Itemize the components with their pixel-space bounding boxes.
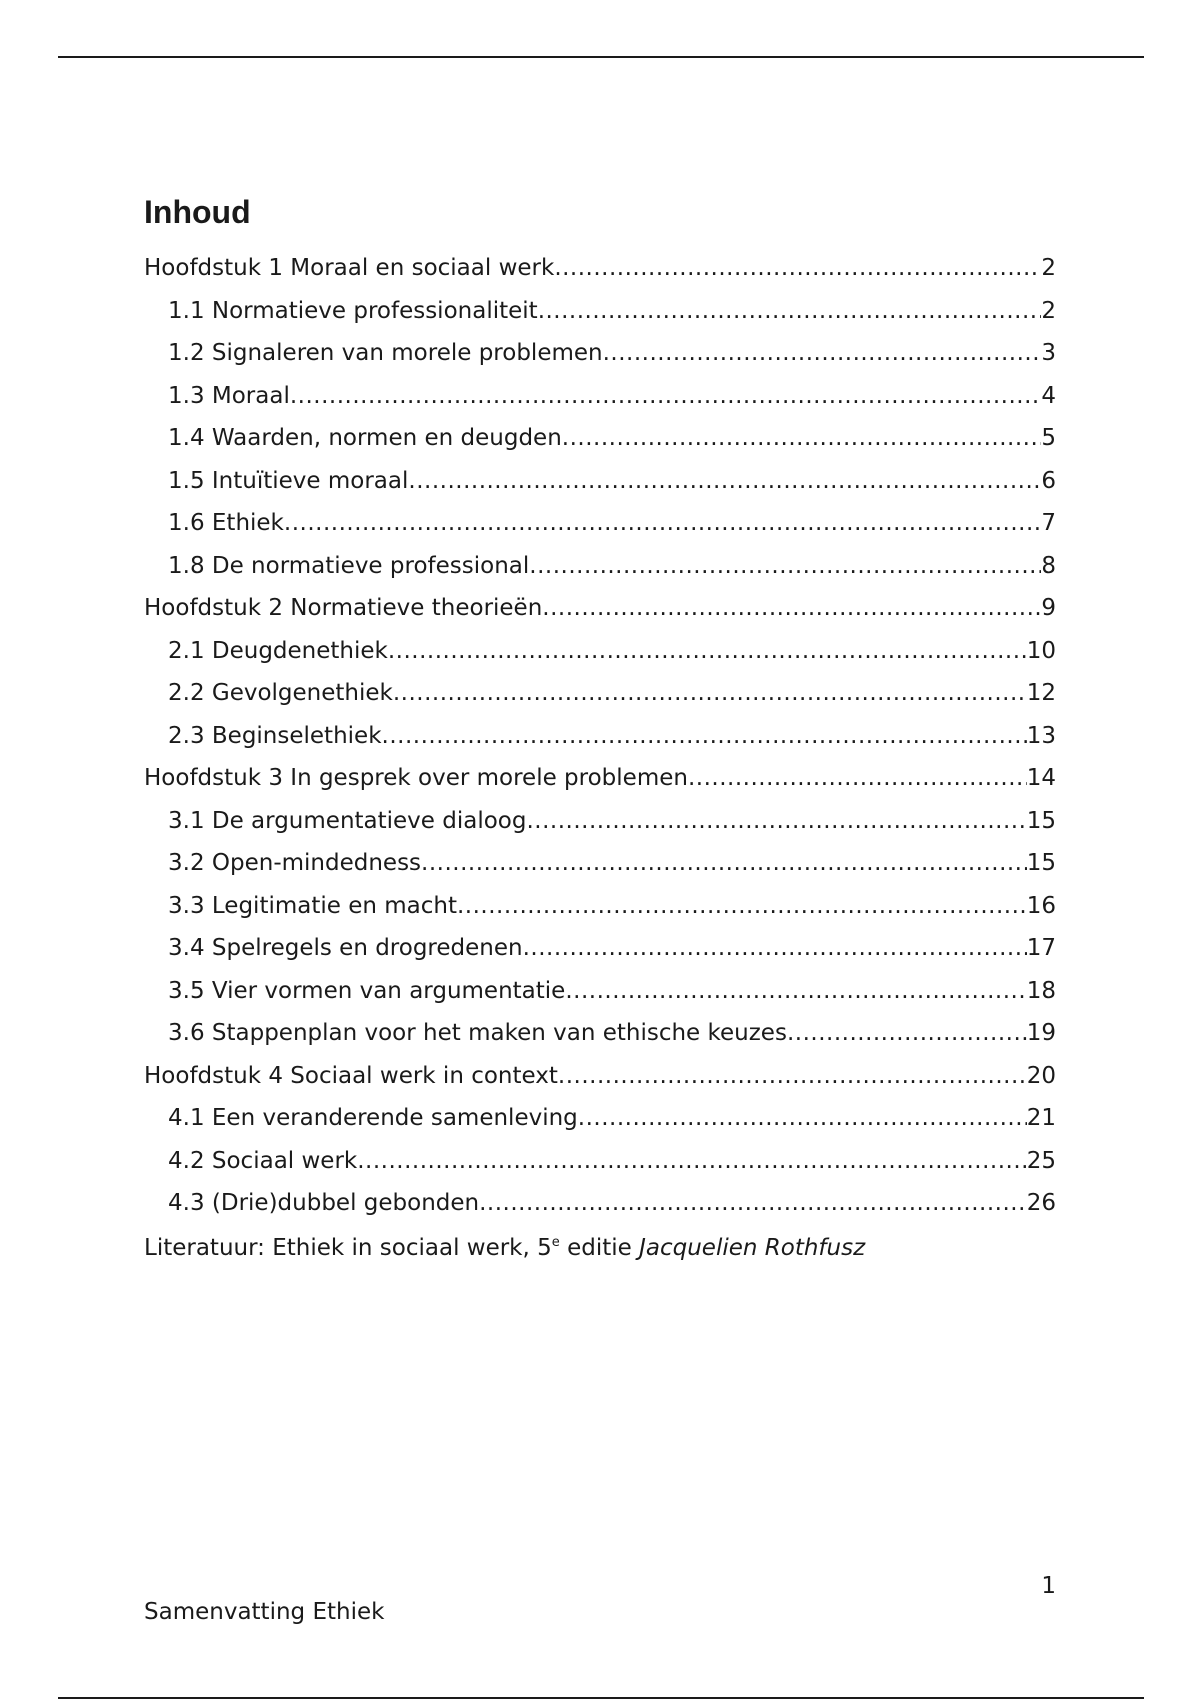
toc-entry-page: 16 xyxy=(1026,892,1056,919)
toc-entry-page: 9 xyxy=(1041,595,1056,621)
toc-dot-leader xyxy=(529,550,1041,582)
toc-entry-label: 4.3 (Drie)dubbel gebonden xyxy=(168,1190,480,1216)
toc-dot-leader xyxy=(562,422,1042,454)
toc-chapter-entry[interactable] xyxy=(144,252,1056,295)
toc-entry-label: 3.4 Spelregels en drogredenen xyxy=(168,935,523,961)
toc-entry-label: 1.1 Normatieve professionaliteit xyxy=(168,297,538,324)
toc-section-entry[interactable] xyxy=(144,720,1056,763)
toc-entry-page: 13 xyxy=(1026,722,1056,749)
toc-entry-label: 3.6 Stappenplan voor het maken van ethische keuzes xyxy=(168,1020,787,1046)
toc-entry-page: 10 xyxy=(1026,637,1056,664)
toc-entry-label: 1.6 Ethiek xyxy=(168,510,284,536)
toc-section-entry[interactable] xyxy=(144,1187,1056,1230)
toc-dot-leader xyxy=(388,635,1027,667)
toc-entry-label: 2.2 Gevolgenethiek xyxy=(168,680,393,706)
toc-entry-page: 18 xyxy=(1026,977,1056,1004)
toc-entry-page: 19 xyxy=(1026,1020,1056,1046)
toc-entry-label: Hoofdstuk 3 In gesprek over morele problemen xyxy=(144,765,688,791)
toc-entry-label: 4.2 Sociaal werk xyxy=(168,1147,358,1174)
toc-entry-label: Hoofdstuk 1 Moraal en sociaal werk xyxy=(144,255,555,281)
edition-superscript: e xyxy=(551,1235,560,1250)
toc-entry-label: 2.1 Deugdenethiek xyxy=(168,637,388,664)
toc-section-entry[interactable] xyxy=(144,380,1056,423)
toc-chapter-entry[interactable] xyxy=(144,762,1056,805)
toc-dot-leader xyxy=(421,847,1027,879)
toc-dot-leader xyxy=(542,592,1041,624)
toc-section-entry[interactable] xyxy=(144,975,1056,1018)
toc-dot-leader xyxy=(578,1102,1027,1134)
toc-dot-leader xyxy=(408,465,1041,497)
toc-section-entry[interactable] xyxy=(144,677,1056,720)
toc-entry-page: 14 xyxy=(1026,765,1056,791)
toc-entry-page: 2 xyxy=(1041,255,1056,281)
toc-entry-page: 20 xyxy=(1026,1062,1056,1089)
header-rule xyxy=(58,56,1144,58)
toc-dot-leader xyxy=(603,337,1042,369)
toc-entry-page: 4 xyxy=(1041,382,1056,409)
toc-chapter-entry[interactable] xyxy=(144,592,1056,635)
toc-entry-label: 1.8 De normatieve professional xyxy=(168,552,530,579)
toc-section-entry[interactable] xyxy=(144,1145,1056,1188)
toc-section-entry[interactable] xyxy=(144,465,1056,508)
toc-entry-page: 21 xyxy=(1026,1105,1056,1131)
toc-section-entry[interactable] xyxy=(144,635,1056,678)
page-number: 1 xyxy=(1041,1573,1056,1599)
literature-author: Jacquelien Rothfusz xyxy=(639,1235,866,1261)
toc-dot-leader xyxy=(393,677,1027,709)
toc-dot-leader xyxy=(538,295,1042,327)
toc-entry-label: 1.3 Moraal xyxy=(168,382,290,409)
toc-entry-page: 3 xyxy=(1041,340,1056,366)
edition-suffix: editie xyxy=(559,1235,640,1261)
literature-reference xyxy=(144,1232,865,1268)
toc-dot-leader xyxy=(284,507,1041,539)
toc-section-entry[interactable] xyxy=(144,805,1056,848)
toc-dot-leader xyxy=(526,805,1026,837)
toc-entry-label: 1.4 Waarden, normen en deugden xyxy=(168,425,562,451)
toc-entry-page: 8 xyxy=(1041,552,1056,579)
toc-entry-page: 5 xyxy=(1041,425,1056,451)
toc-entry-page: 15 xyxy=(1026,807,1056,834)
toc-entry-page: 12 xyxy=(1026,680,1056,706)
toc-dot-leader xyxy=(558,1060,1027,1092)
toc-dot-leader xyxy=(290,380,1042,412)
toc-section-entry[interactable] xyxy=(144,507,1056,550)
toc-title: Inhoud xyxy=(144,194,251,230)
toc-dot-leader xyxy=(457,890,1027,922)
toc-entry-label: 1.2 Signaleren van morele problemen xyxy=(168,340,603,366)
toc-entry-label: Hoofdstuk 4 Sociaal werk in context xyxy=(144,1062,558,1089)
toc-section-entry[interactable] xyxy=(144,550,1056,593)
toc-section-entry[interactable] xyxy=(144,847,1056,890)
toc-dot-leader xyxy=(357,1145,1026,1177)
toc-entry-page: 2 xyxy=(1041,297,1056,324)
literature-prefix: Literatuur: Ethiek in sociaal werk, 5 xyxy=(144,1235,552,1261)
toc-dot-leader xyxy=(554,252,1041,284)
toc-entry-label: 4.1 Een veranderende samenleving xyxy=(168,1105,578,1131)
toc-entry-page: 7 xyxy=(1041,510,1056,536)
table-of-contents xyxy=(144,252,1056,1230)
toc-section-entry[interactable] xyxy=(144,1017,1056,1060)
toc-entry-label: 3.2 Open-mindedness xyxy=(168,850,422,876)
toc-dot-leader xyxy=(523,932,1027,964)
toc-entry-label: 3.3 Legitimatie en macht xyxy=(168,892,457,919)
toc-entry-label: Hoofdstuk 2 Normatieve theorieën xyxy=(144,595,543,621)
toc-entry-label: 2.3 Beginselethiek xyxy=(168,722,382,749)
toc-dot-leader xyxy=(479,1187,1027,1219)
toc-entry-page: 6 xyxy=(1041,467,1056,494)
toc-section-entry[interactable] xyxy=(144,890,1056,933)
toc-dot-leader xyxy=(688,762,1027,794)
toc-dot-leader xyxy=(382,720,1027,752)
toc-section-entry[interactable] xyxy=(144,337,1056,380)
footer-rule xyxy=(58,1697,1144,1699)
footer-title: Samenvatting Ethiek xyxy=(144,1599,385,1625)
toc-entry-label: 1.5 Intuïtieve moraal xyxy=(168,467,409,494)
toc-entry-page: 17 xyxy=(1026,935,1056,961)
toc-entry-page: 15 xyxy=(1026,850,1056,876)
toc-section-entry[interactable] xyxy=(144,422,1056,465)
toc-entry-page: 25 xyxy=(1026,1147,1056,1174)
toc-section-entry[interactable] xyxy=(144,932,1056,975)
toc-section-entry[interactable] xyxy=(144,295,1056,338)
toc-entry-label: 3.1 De argumentatieve dialoog xyxy=(168,807,527,834)
toc-dot-leader xyxy=(787,1017,1027,1049)
toc-entry-label: 3.5 Vier vormen van argumentatie xyxy=(168,977,566,1004)
toc-entry-page: 26 xyxy=(1026,1190,1056,1216)
toc-section-entry[interactable] xyxy=(144,1102,1056,1145)
toc-chapter-entry[interactable] xyxy=(144,1060,1056,1103)
toc-dot-leader xyxy=(565,975,1026,1007)
